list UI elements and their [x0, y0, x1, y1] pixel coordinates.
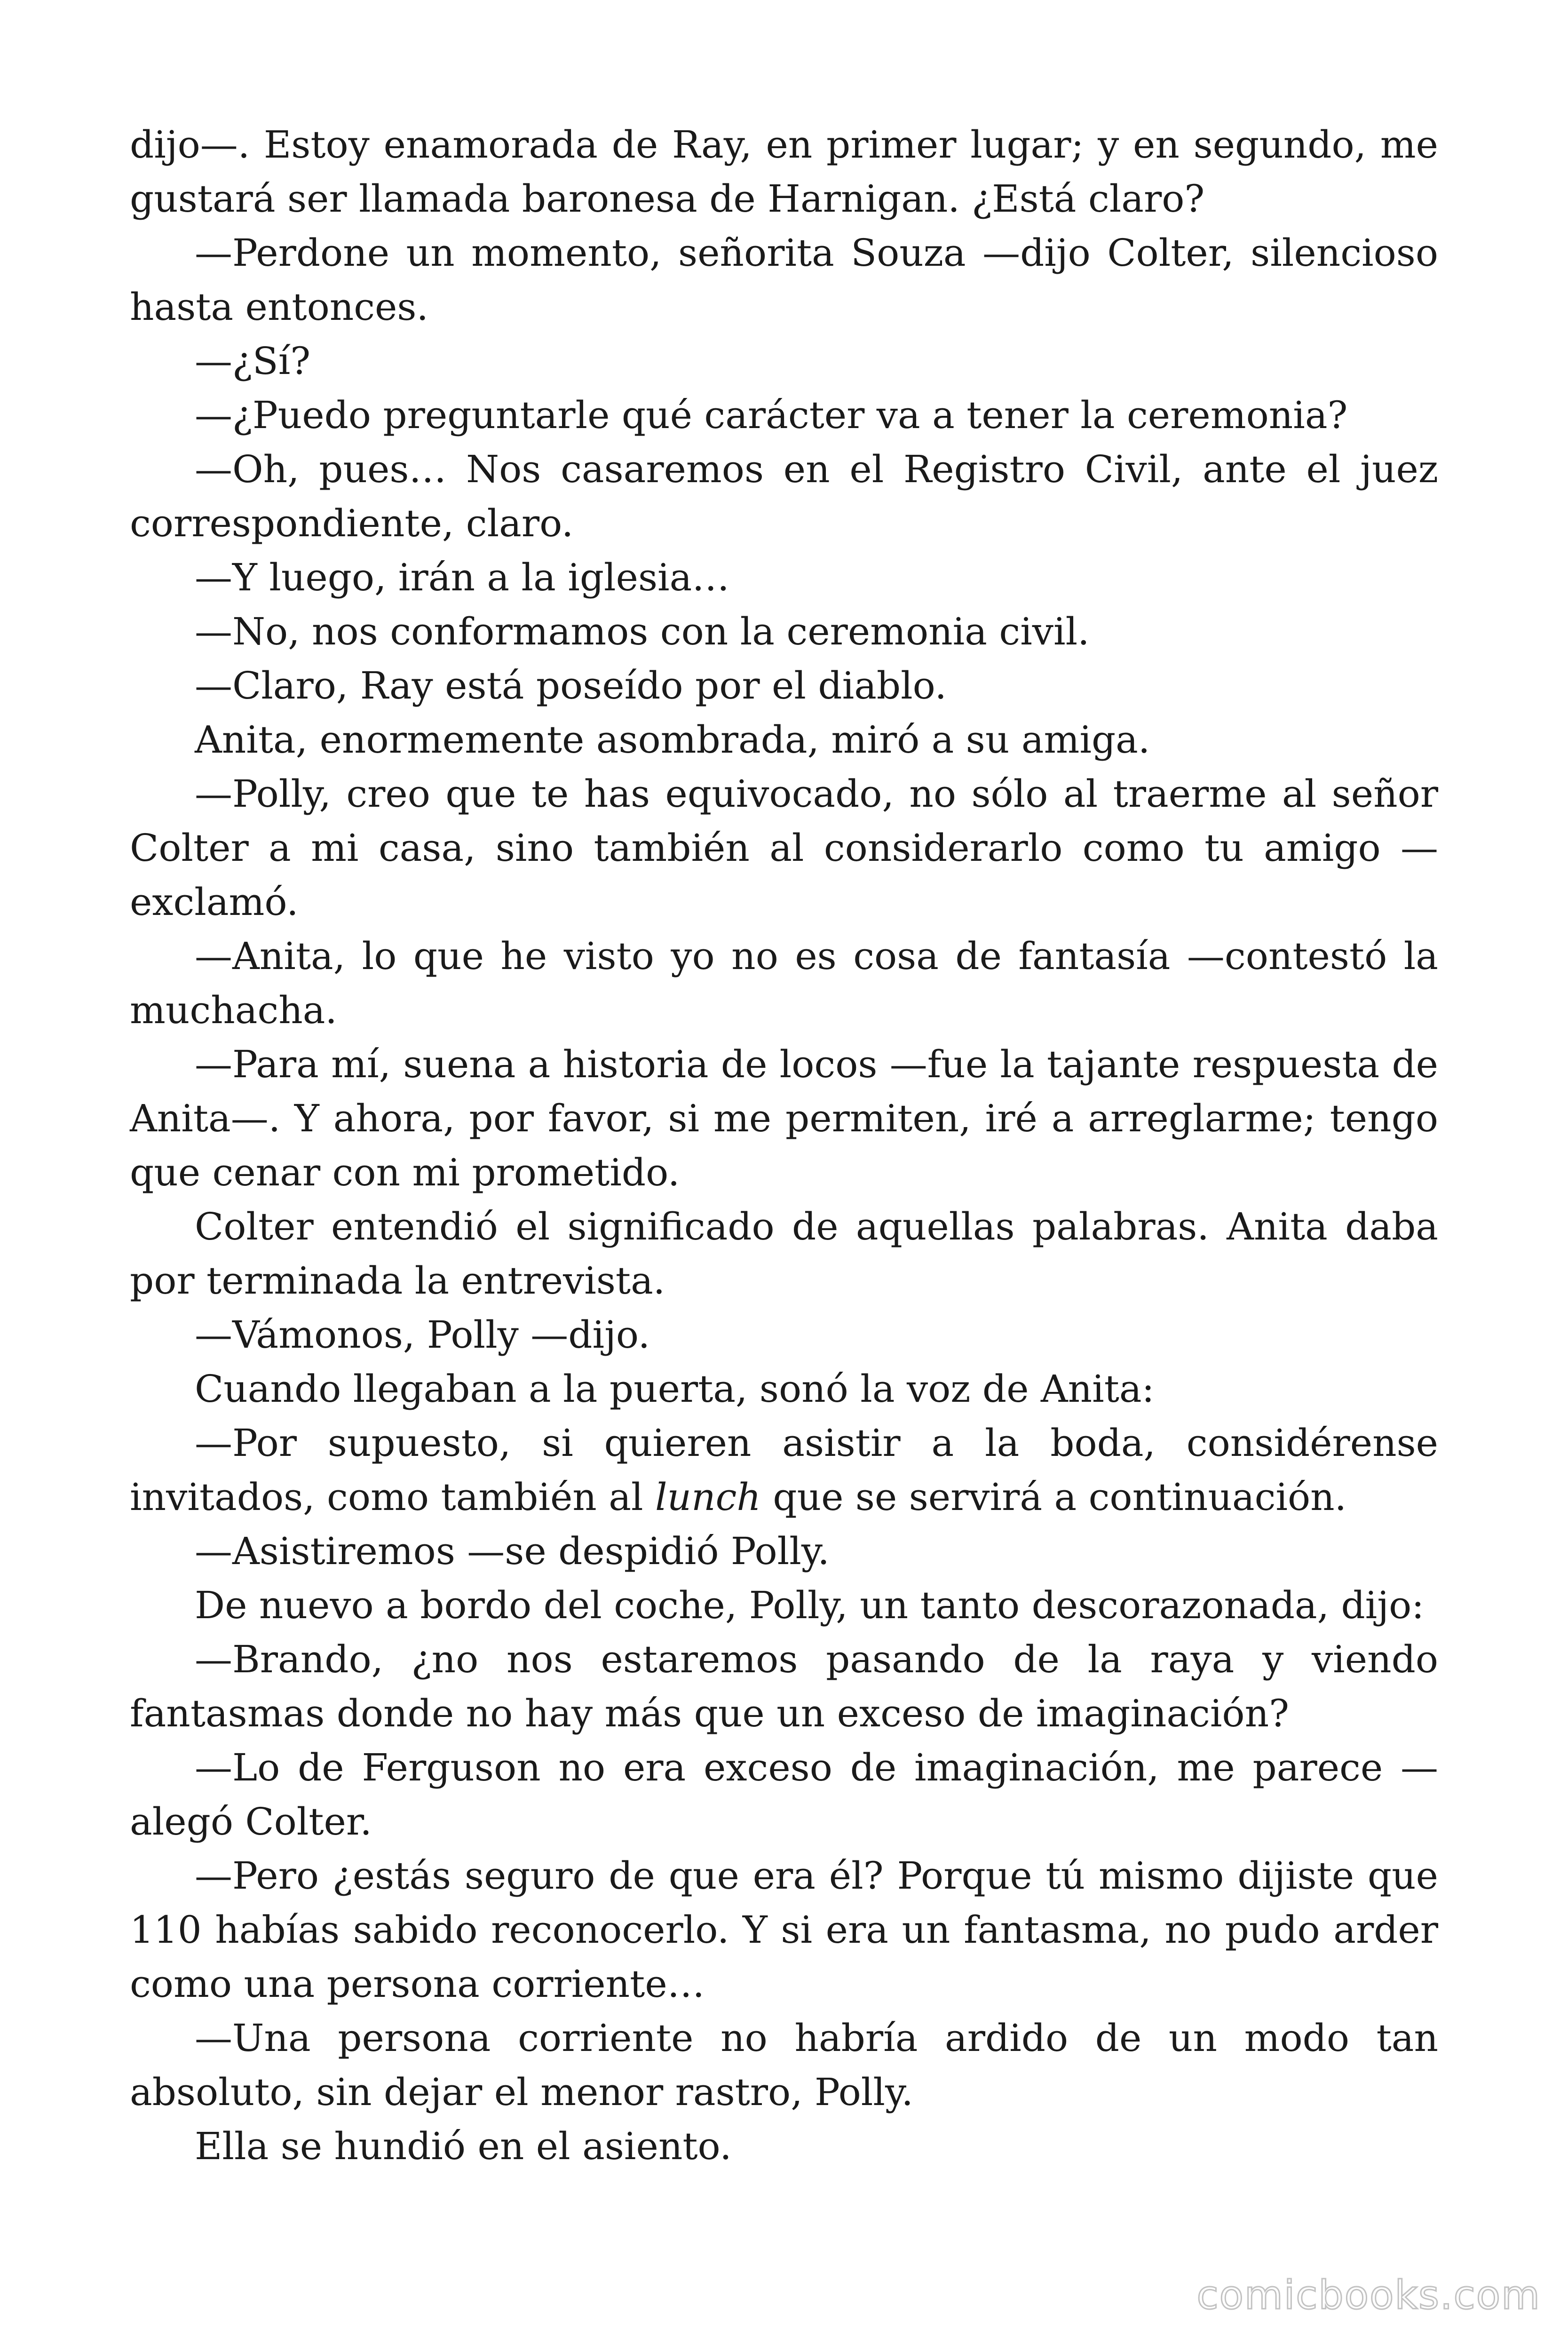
- paragraph: —Polly, creo que te has equivocado, no sólo al traerme al señor Colter a mi casa, sino también al considerarlo como tu amigo — exclamó.: [130, 772, 1438, 924]
- paragraph: —Anita, lo que he visto yo no es cosa de fantasía —contestó la muchacha.: [130, 934, 1438, 1032]
- paragraph: —Claro, Ray está poseído por el diablo.: [195, 664, 947, 707]
- watermark: comicbooks.com: [1196, 2272, 1541, 2318]
- paragraph-with-italic: [130, 1416, 1438, 1524]
- paragraph-text-before: —Por supuesto, si quieren asistir a la boda, considérense invitados, como también al: [130, 1421, 1438, 1519]
- paragraph: —Y luego, irán a la iglesia…: [195, 556, 730, 599]
- paragraph: —¿Puedo preguntarle qué carácter va a tener la ceremonia?: [195, 393, 1348, 437]
- paragraph-text-after: que se servirá a continuación.: [760, 1475, 1347, 1519]
- paragraph: —Perdone un momento, señorita Souza —dijo Colter, silencioso hasta entonces.: [130, 231, 1438, 329]
- paragraph: —No, nos conformamos con la ceremonia civil.: [195, 610, 1090, 653]
- paragraph: —Brando, ¿no nos estaremos pasando de la raya y viendo fantasmas donde no hay más que un exceso de imaginación?: [130, 1637, 1438, 1735]
- paragraph: —Una persona corriente no habría ardido de un modo tan absoluto, sin dejar el menor rastro, Polly.: [130, 2016, 1438, 2114]
- paragraph: —Pero ¿estás seguro de que era él? Porque tú mismo dijiste que 110 habías sabido reconocerlo. Y si era un fantasma, no pudo arder como una persona corriente…: [130, 1854, 1438, 2006]
- paragraph: —Para mí, suena a historia de locos —fue la tajante respuesta de Anita—. Y ahora, por favor, si me permiten, iré a arreglarme; tengo que cenar con mi prometido.: [130, 1042, 1438, 1194]
- paragraph: Colter entendió el significado de aquellas palabras. Anita daba por terminada la entrevista.: [130, 1205, 1438, 1303]
- paragraph: De nuevo a bordo del coche, Polly, un tanto descorazonada, dijo:: [195, 1583, 1425, 1627]
- paragraph: —Vámonos, Polly —dijo.: [195, 1313, 650, 1357]
- paragraph: —Lo de Ferguson no era exceso de imaginación, me parece — alegó Colter.: [130, 1746, 1438, 1843]
- paragraph: —Asistiremos —se despidió Polly.: [195, 1529, 830, 1573]
- paragraph: Ella se hundió en el asiento.: [195, 2124, 732, 2168]
- paragraph: —¿Sí?: [195, 339, 311, 383]
- paragraph: Anita, enormemente asombrada, miró a su amiga.: [195, 718, 1150, 762]
- paragraph: dijo—. Estoy enamorada de Ray, en primer lugar; y en segundo, me gustará ser llamada baronesa de Harnigan. ¿Está claro?: [130, 123, 1438, 221]
- paragraph: —Oh, pues… Nos casaremos en el Registro Civil, ante el juez correspondiente, claro.: [130, 447, 1438, 545]
- page-body-text: [130, 118, 1438, 2173]
- italic-word: lunch: [655, 1475, 761, 1519]
- paragraph: Cuando llegaban a la puerta, sonó la voz de Anita:: [195, 1367, 1155, 1411]
